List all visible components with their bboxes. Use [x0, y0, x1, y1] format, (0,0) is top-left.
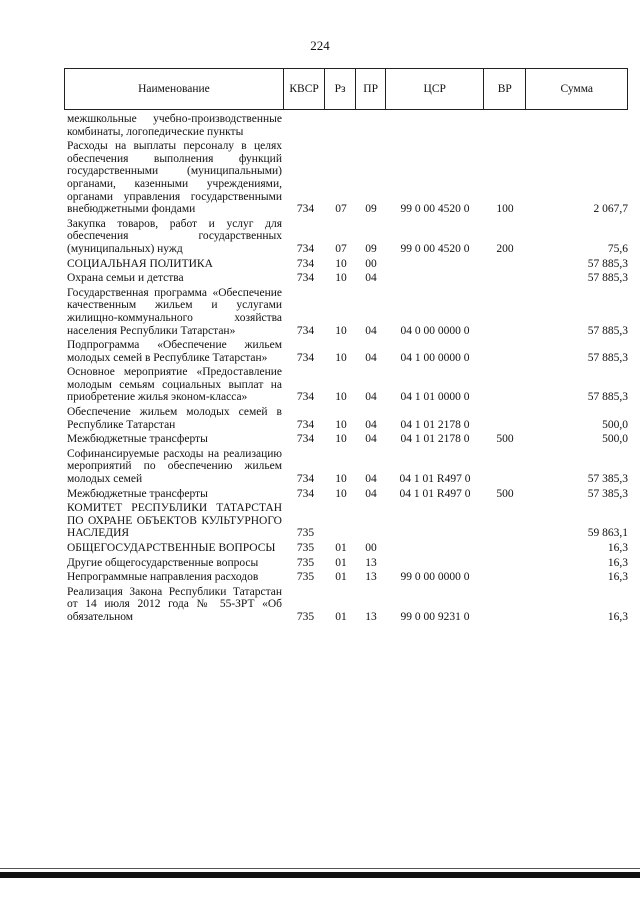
row-kvsr: 734: [296, 203, 315, 216]
row-name: Межбюджетные трансферты: [67, 487, 208, 500]
table-row: [64, 502, 628, 540]
row-sum: 16,3: [607, 610, 628, 623]
row-kvsr: 734: [296, 433, 315, 446]
table-row: [64, 448, 628, 486]
row-pr: 04: [365, 272, 377, 285]
row-kvsr: 734: [296, 324, 315, 337]
table-row: [64, 258, 628, 271]
row-rz: 01: [335, 610, 347, 623]
row-vr: 500: [496, 487, 514, 500]
row-vr: 100: [496, 203, 514, 216]
row-pr: 04: [365, 351, 377, 364]
header-name: Наименование: [65, 69, 284, 109]
row-kvsr: 734: [296, 418, 315, 431]
table-header: [64, 68, 628, 110]
table-row: [64, 366, 628, 404]
header-pr: ПР: [356, 69, 387, 109]
table-row: [64, 113, 628, 138]
row-name: межшкольные учебно-производственные комбинаты, логопедические пункты: [67, 113, 282, 138]
row-rz: 01: [335, 542, 347, 554]
scan-edge-line: [0, 868, 640, 869]
header-vr: ВР: [484, 69, 526, 109]
row-sum: 57 885,3: [587, 391, 628, 404]
row-name: Непрограммные направления расходов: [67, 571, 259, 584]
row-csr: 04 1 01 R497 0: [399, 487, 471, 500]
row-kvsr: 735: [296, 556, 315, 569]
row-sum: 57 385,3: [587, 473, 628, 486]
row-kvsr: 734: [296, 351, 315, 364]
row-csr: 04 1 00 0000 0: [400, 351, 470, 364]
row-rz: 10: [335, 272, 347, 285]
row-name: Расходы на выплаты персоналу в целях обеспечения выполнения функций государственными (муниципальными) органами, казенными учреждениями, органами управления государственными внебюджетными фондами: [67, 140, 282, 216]
row-sum: 16,3: [607, 571, 628, 584]
row-sum: 16,3: [607, 542, 628, 554]
row-pr: 09: [365, 203, 377, 216]
row-name: Межбюджетные трансферты: [67, 433, 208, 446]
table-row: [64, 287, 628, 337]
row-sum: 57 885,3: [587, 257, 628, 270]
row-kvsr: 734: [296, 242, 315, 255]
row-pr: 04: [365, 473, 377, 486]
table-row: [64, 218, 628, 256]
header-kvsr: КВСР: [284, 69, 325, 109]
table-row: [64, 571, 628, 584]
row-kvsr: 734: [296, 272, 315, 285]
row-name: КОМИТЕТ РЕСПУБЛИКИ ТАТАРСТАН ПО ОХРАНЕ ОБЪЕКТОВ КУЛЬТУРНОГО НАСЛЕДИЯ: [67, 502, 282, 540]
row-name: Обеспечение жильем молодых семей в Республике Татарстан: [67, 406, 282, 431]
page-number: 224: [310, 38, 330, 53]
row-rz: 10: [335, 257, 347, 270]
table-row: [64, 557, 628, 570]
row-rz: 10: [335, 473, 347, 486]
row-kvsr: 734: [296, 257, 315, 270]
row-csr: 04 1 01 2178 0: [400, 418, 470, 431]
budget-table: [64, 68, 628, 624]
row-csr: 04 1 01 R497 0: [399, 473, 471, 486]
row-pr: 04: [365, 487, 377, 500]
row-sum: 16,3: [607, 556, 628, 569]
row-vr: 500: [496, 433, 514, 446]
row-pr: 00: [365, 257, 377, 270]
table-row: [64, 406, 628, 431]
row-name: Подпрограмма «Обеспечение жильем молодых семей в Республике Татарстан»: [67, 339, 282, 364]
row-name: Реализация Закона Республики Татарстан от 14 июля 2012 года № 55-ЗРТ «Об обязательном: [67, 585, 282, 623]
row-rz: 07: [335, 242, 347, 255]
row-pr: 13: [365, 556, 377, 569]
row-csr: 99 0 00 4520 0: [400, 242, 470, 255]
row-sum: 59 863,1: [587, 527, 628, 540]
row-sum: 57 885,3: [587, 324, 628, 337]
row-rz: 10: [335, 351, 347, 364]
row-rz: 07: [335, 203, 347, 216]
row-rz: 10: [335, 418, 347, 431]
row-rz: 10: [335, 487, 347, 500]
header-sum: Сумма: [560, 83, 594, 95]
table-row: [64, 339, 628, 364]
table-body: [64, 113, 628, 624]
row-pr: 00: [365, 542, 377, 554]
row-pr: 04: [365, 418, 377, 431]
row-sum: 500,0: [602, 418, 628, 431]
row-csr: 04 1 01 0000 0: [400, 391, 470, 404]
row-vr: 200: [496, 242, 514, 255]
row-rz: 01: [335, 571, 347, 584]
table-row: [64, 586, 628, 624]
row-csr: 04 0 00 0000 0: [400, 324, 470, 337]
row-kvsr: 735: [296, 610, 315, 623]
row-sum: 2 067,7: [593, 203, 628, 216]
row-rz: 10: [335, 391, 347, 404]
table-row: [64, 140, 628, 216]
row-sum: 500,0: [602, 433, 628, 446]
row-sum: 57 885,3: [587, 272, 628, 285]
row-pr: 13: [365, 610, 377, 623]
row-pr: 04: [365, 391, 377, 404]
table-row: [64, 272, 628, 285]
row-name: ОБЩЕГОСУДАРСТВЕННЫЕ ВОПРОСЫ: [67, 542, 276, 554]
table-row: [64, 433, 628, 446]
row-sum: 75,6: [607, 242, 628, 255]
row-kvsr: 734: [296, 391, 315, 404]
row-name: СОЦИАЛЬНАЯ ПОЛИТИКА: [67, 257, 213, 270]
row-name: Софинансируемые расходы на реализацию мероприятий по обеспечению жильем молодых семей: [67, 447, 282, 486]
row-sum: 57 885,3: [587, 351, 628, 364]
row-csr: 99 0 00 9231 0: [400, 610, 470, 623]
row-name: Государственная программа «Обеспечение качественным жильем и услугами жилищно-коммунального хозяйства населения Республики Татарстан»: [67, 286, 282, 337]
row-pr: 09: [365, 242, 377, 255]
row-name: Закупка товаров, работ и услуг для обеспечения государственных (муниципальных) нужд: [67, 217, 282, 255]
row-name: Основное мероприятие «Предоставление молодым семьям социальных выплат на приобретение жилья эконом-класса»: [67, 366, 282, 404]
row-kvsr: 735: [296, 527, 315, 540]
row-rz: 10: [335, 324, 347, 337]
table-row: [64, 488, 628, 501]
row-kvsr: 735: [296, 542, 315, 554]
header-rz: Рз: [325, 69, 356, 109]
row-kvsr: 734: [296, 473, 315, 486]
table-row: [64, 542, 628, 555]
row-name: Охрана семьи и детства: [67, 272, 184, 285]
row-pr: 13: [365, 571, 377, 584]
row-csr: 04 1 01 2178 0: [400, 433, 470, 446]
row-pr: 04: [365, 433, 377, 446]
row-kvsr: 734: [296, 487, 315, 500]
row-name: Другие общегосударственные вопросы: [67, 556, 259, 569]
row-kvsr: 735: [296, 571, 315, 584]
scan-edge-bar: [0, 872, 640, 878]
row-sum: 57 385,3: [587, 487, 628, 500]
header-csr: ЦСР: [386, 69, 484, 109]
row-csr: 99 0 00 0000 0: [400, 571, 470, 584]
row-rz: 10: [335, 433, 347, 446]
row-pr: 04: [365, 324, 377, 337]
row-rz: 01: [335, 556, 347, 569]
row-csr: 99 0 00 4520 0: [400, 203, 470, 216]
